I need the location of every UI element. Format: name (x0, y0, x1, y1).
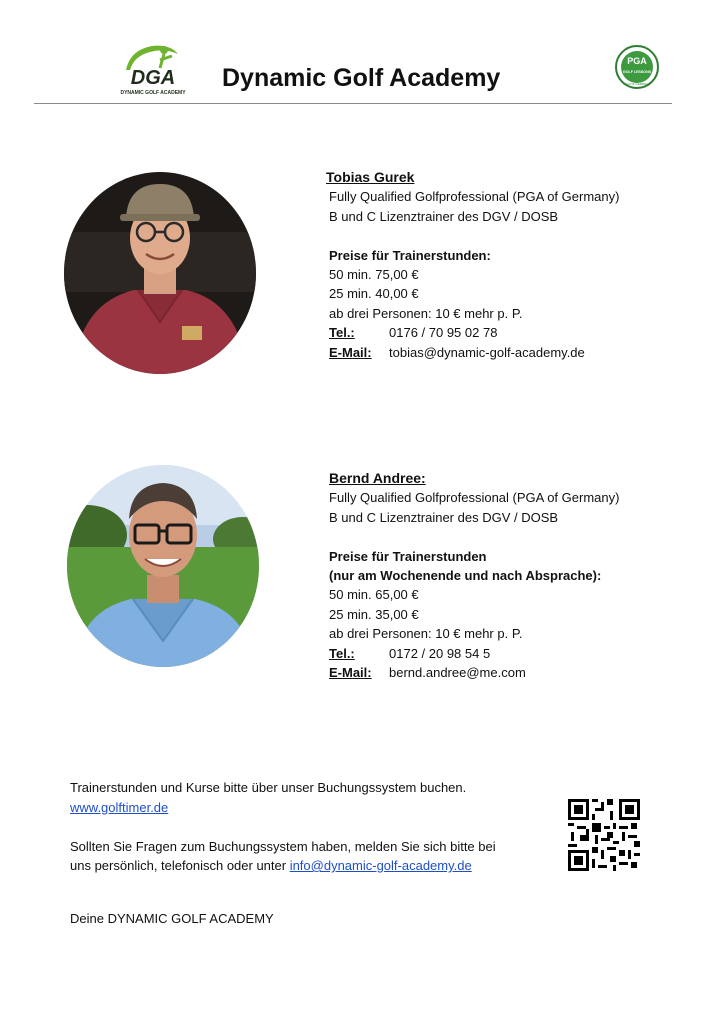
email-row (329, 663, 619, 682)
phone-row (329, 644, 619, 663)
pga-badge (614, 44, 660, 90)
question-line-2 (70, 856, 496, 876)
prices-note: (nur am Wochenende und nach Absprache): (329, 567, 602, 583)
dga-logo (120, 40, 186, 98)
email-address[interactable]: tobias@dynamic-golf-academy.de (389, 344, 585, 360)
contact-email-link[interactable]: info@dynamic-golf-academy.de (289, 858, 472, 873)
price-25min: 25 min. 35,00 € (329, 606, 419, 622)
question-line-2-prefix: uns persönlich, telefonisch oder unter (70, 858, 290, 873)
price-50min: 50 min. 75,00 € (329, 266, 419, 282)
trainer-name: Tobias Gurek (326, 169, 415, 185)
header-divider (34, 103, 672, 104)
trainer-info-tobias (326, 168, 619, 362)
prices-heading: Preise für Trainerstunden: (329, 247, 491, 263)
signoff: Deine DYNAMIC GOLF ACADEMY (70, 911, 274, 926)
group-price-note: ab drei Personen: 10 € mehr p. P. (329, 626, 523, 642)
pga-badge-middle: GOLF LESSONS (622, 70, 652, 74)
trainer-qualification: Fully Qualified Golfprofessional (PGA of Germany) (329, 490, 620, 506)
phone-label: Tel.: (329, 645, 355, 661)
trainer-name: Bernd Andree: (329, 470, 426, 486)
question-line-1: Sollten Sie Fragen zum Buchungssystem haben, melden Sie sich bitte bei (70, 838, 496, 854)
trainer-photo-bernd (67, 465, 259, 667)
booking-text: Trainerstunden und Kurse bitte über unser Buchungssystem buchen. (70, 780, 467, 795)
group-price-note: ab drei Personen: 10 € mehr p. P. (329, 305, 523, 321)
trainer-license: B und C Lizenztrainer des DGV / DOSB (329, 208, 559, 224)
email-label: E-Mail: (329, 344, 372, 360)
pga-badge-top: PGA (627, 56, 647, 66)
phone-label: Tel.: (329, 325, 355, 341)
email-label: E-Mail: (329, 664, 372, 680)
email-address[interactable]: bernd.andree@me.com (389, 664, 526, 680)
dga-logo-letters: DGA (130, 67, 176, 89)
phone-number[interactable]: 0172 / 20 98 54 5 (389, 645, 491, 661)
booking-link[interactable]: www.golftimer.de (70, 799, 169, 815)
qr-code[interactable] (568, 799, 640, 871)
email-row (326, 343, 619, 362)
prices-heading: Preise für Trainerstunden (329, 548, 487, 564)
booking-info (70, 778, 496, 876)
trainer-info-bernd (329, 469, 619, 682)
pga-badge-bottom: PGA OF GERMANY (623, 82, 651, 86)
price-25min: 25 min. 40,00 € (329, 286, 419, 302)
trainer-photo-tobias (64, 172, 256, 374)
price-50min: 50 min. 65,00 € (329, 587, 419, 603)
phone-row (326, 323, 619, 342)
dga-logo-caption: DYNAMIC GOLF ACADEMY (120, 90, 186, 96)
trainer-license: B und C Lizenztrainer des DGV / DOSB (329, 509, 559, 525)
phone-number[interactable]: 0176 / 70 95 02 78 (389, 325, 498, 341)
trainer-qualification: Fully Qualified Golfprofessional (PGA of Germany) (329, 189, 620, 205)
page-title: Dynamic Golf Academy (222, 64, 501, 92)
